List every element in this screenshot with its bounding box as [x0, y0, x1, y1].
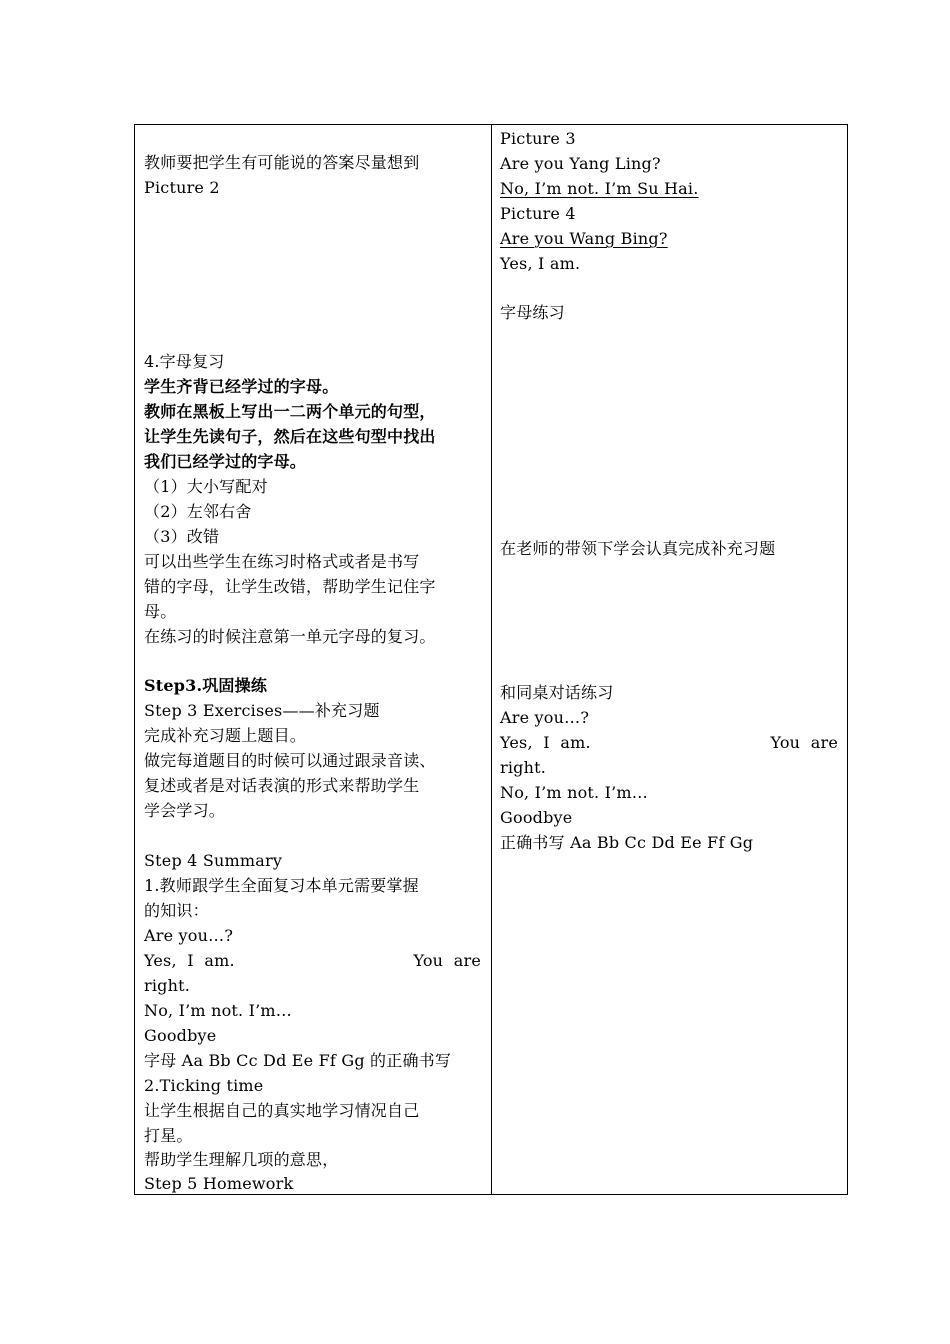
text-line — [500, 177, 838, 201]
text-line: 在老师的带领下学会认真完成补充习题 — [500, 539, 776, 558]
list-item: （2）左邻右舍 — [144, 502, 252, 521]
text-line: 让学生先读句子，然后在这些句型中找出 — [144, 427, 436, 446]
text-line: Yes, I am. — [500, 254, 581, 273]
text-line: Goodbye — [500, 808, 573, 827]
text-line: Picture 4 — [500, 204, 576, 223]
text-line — [144, 949, 481, 973]
section-heading: Step3.巩固操练 — [144, 676, 268, 695]
section-heading: Step 5 Homework — [144, 1174, 294, 1193]
text-line: 完成补充习题上题目。 — [144, 726, 307, 745]
text-fragment: Yes, I am. — [500, 733, 591, 752]
list-item: （3）改错 — [144, 527, 220, 546]
text-line: Are you…? — [144, 926, 234, 945]
text-line: 帮助学生理解几项的意思， — [144, 1150, 339, 1169]
text-line: Picture 2 — [144, 178, 220, 197]
section-heading: Step 4 Summary — [144, 851, 283, 870]
text-line: 1.教师跟学生全面复习本单元需要掌握 — [144, 876, 419, 895]
teacher-activity-column — [135, 125, 492, 1194]
text-line: Step 3 Exercises——补充习题 — [144, 701, 380, 720]
text-line: right. — [500, 758, 547, 777]
text-line: No, I’m not. I’m… — [500, 783, 648, 802]
text-line: Goodbye — [144, 1026, 217, 1045]
text-line: 在练习的时候注意第一单元字母的复习。 — [144, 627, 436, 646]
text-line: 字母 Aa Bb Cc Dd Ee Ff Gg 的正确书写 — [144, 1051, 452, 1070]
text-fragment: You are — [413, 951, 481, 970]
text-line: 学生齐背已经学过的字母。 — [144, 377, 339, 396]
underlined-text: Are you Wang Bing? — [500, 229, 668, 248]
text-line: 可以出些学生在练习时格式或者是书写 — [144, 552, 420, 571]
text-line: 打星。 — [144, 1126, 193, 1145]
text-line: 让学生根据自己的真实地学习情况自己 — [144, 1101, 420, 1120]
text-line: 母。 — [144, 602, 177, 621]
text-line: No, I’m not. I’m… — [144, 1001, 292, 1020]
underlined-text: No, I’m not. I’m Su Hai. — [500, 179, 699, 198]
text-line: 学会学习。 — [144, 801, 226, 820]
text-line: 教师要把学生有可能说的答案尽量想到 — [144, 153, 420, 172]
text-line: Are you…? — [500, 708, 590, 727]
text-line: 复述或者是对话表演的形式来帮助学生 — [144, 776, 420, 795]
student-activity-column — [492, 125, 847, 1194]
text-line: 错的字母，让学生改错，帮助学生记住字 — [144, 577, 436, 596]
lesson-plan-table — [134, 124, 848, 1195]
text-line: 的知识： — [144, 901, 209, 920]
text-fragment: You are — [770, 733, 838, 752]
text-line: 2.Ticking time — [144, 1076, 264, 1095]
text-line: Picture 3 — [500, 129, 576, 148]
text-line: 教师在黑板上写出一二两个单元的句型， — [144, 402, 436, 421]
text-line: 和同桌对话练习 — [500, 683, 614, 702]
section-heading: 4.字母复习 — [144, 352, 225, 371]
text-line: 字母练习 — [500, 303, 565, 322]
text-line: 做完每道题目的时候可以通过跟录音读、 — [144, 751, 436, 770]
text-line: 正确书写 Aa Bb Cc Dd Ee Ff Gg — [500, 833, 754, 852]
text-fragment: Yes, I am. — [144, 951, 235, 970]
text-line: Are you Yang Ling? — [500, 154, 661, 173]
text-line — [500, 227, 838, 251]
text-line: right. — [144, 976, 191, 995]
text-line: 我们已经学过的字母。 — [144, 452, 307, 471]
list-item: （1）大小写配对 — [144, 477, 268, 496]
text-line — [500, 731, 838, 755]
